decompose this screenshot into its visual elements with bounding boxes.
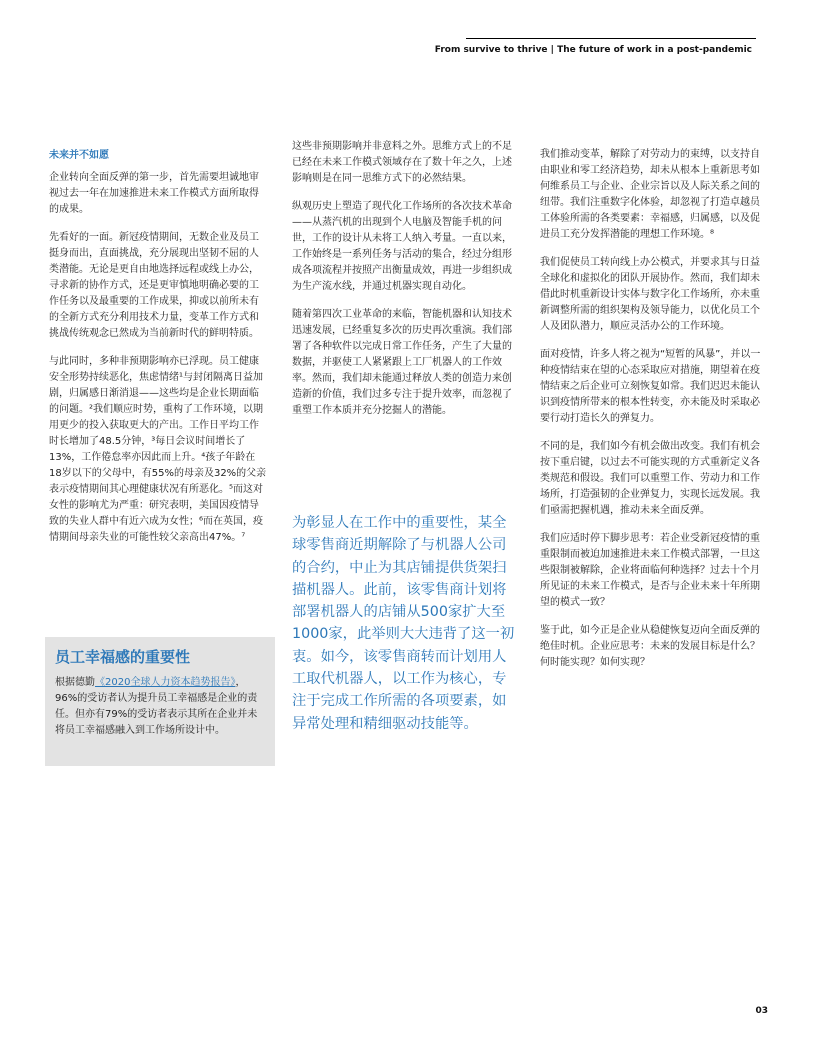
page-number: 03 xyxy=(755,1006,768,1016)
callout-text-before: 根据德勤 xyxy=(55,677,95,688)
paragraph: 与此同时，多种非预期影响亦已浮现。员工健康安全形势持续恶化，焦虑情绪¹与封闭隔离日益加剧，归属感日渐消退——这些均是企业长期面临的问题。²我们顺应时势，重构了工作环境，以期用更少的投入获取更大的产出。工作日平均工作时长增加了48.5分钟，³每日会议时间增长了13%，工作倦怠率亦因此而上升。⁴孩子年龄在18岁以下的父母中，有55%的母亲及32%的父亲表示疫情期间其心理健康状况有所恶化。⁵而这对女性的影响尤为严重：研究表明，美国因疫情导致的失业人群中有近六成为女性；⁶而在英国，疫情期间母亲失业的可能性较父亲高出47%。⁷ xyxy=(49,356,267,543)
paragraph: 鉴于此，如今正是企业从稳健恢复迈向全面反弹的绝佳时机。企业应思考：未来的发展目标是什么？何时能实现？如何实现？ xyxy=(540,625,760,668)
paragraph: 面对疫情，许多人将之视为“短暂的风暴”，并以一种疫情结束在望的心态采取应对措施，期望着在疫情结束之后企业可立刻恢复如常。我们迟迟未能认识到疫情所带来的根本性转变，亦未能及时采取必要行动打造长久的弹复力。 xyxy=(540,349,761,424)
header-rule xyxy=(466,38,756,39)
paragraph: 我们促使员工转向线上办公模式，并要求其与日益全球化和虚拟化的团队开展协作。然而，我们却未借此时机重新设计实体与数字化工作场所，亦未重新调整所需的组织架构及领导能力，以优化员工个人及团队潜力，顺应灵活办公的工作环境。 xyxy=(540,257,760,332)
paragraph: 随着第四次工业革命的来临，智能机器和认知技术迅速发展，已经重复多次的历史再次重演。我们部署了各种软件以完成日常工作任务，产生了大量的数据，并驱使工人紧紧跟上工厂机器人的工作效率。然而，我们却未能通过释放人类的创造力来创造新的价值，我们过多专注于提升效率，而忽视了重塑工作本质并充分挖掘人的潜能。 xyxy=(292,309,512,416)
callout-body xyxy=(55,675,265,739)
column-3 xyxy=(540,147,762,683)
section-title: 未来并不如愿 xyxy=(49,150,109,161)
pull-quote: 为彰显人在工作中的重要性，某全球零售商近期解除了与机器人公司的合约，中止为其店铺提供货架扫描机器人。此前，该零售商计划将部署机器人的店铺从500家扩大至1000家，此举则大大违背了这一初衷。如今，该零售商转而计划用人工取代机器人，以工作为核心，专注于完成工作所需的各项要素，如异常处理和精细驱动技能等。 xyxy=(292,515,515,732)
running-header: From survive to thrive | The future of work in a post-pandemic xyxy=(434,45,752,55)
paragraph: 先看好的一面。新冠疫情期间，无数企业及员工挺身而出，直面挑战，充分展现出坚韧不屈的人类潜能。无论是更自由地选择远程或线上办公，寻求新的协作方式，还是更审慎地明确必要的工作任务以及最重要的工作成果，抑或以前所未有的全新方式充分利用技术力量，变革工作方式和挑战传统观念已然成为当前新时代的鲜明特质。 xyxy=(49,232,259,339)
column-1 xyxy=(49,148,267,558)
paragraph: 不同的是，我们如今有机会做出改变。我们有机会按下重启键，以过去不可能实现的方式重新定义各类规范和假设。我们可以重塑工作、劳动力和工作场所，打造强韧的企业弹复力，实现长远发展。我们亟需把握机遇，推动未来全面反弹。 xyxy=(540,441,760,516)
paragraph: 我们应适时停下脚步思考：若企业受新冠疫情的重重限制而被迫加速推进未来工作模式部署，一旦这些限制被解除，企业将面临何种选择？过去十个月所见证的未来工作模式，是否与企业未来十年所期望的模式一致？ xyxy=(540,533,760,608)
paragraph: 纵观历史上塑造了现代化工作场所的各次技术革命——从蒸汽机的出现到个人电脑及智能手机的问世，工作的设计从未将工人纳入考量。一直以来，工作始终是一系列任务与活动的集合，经过分组形成各项流程并按照产出衡量成效，再进一步组织成为生产流水线，并通过机器实现自动化。 xyxy=(292,201,512,292)
column-2 xyxy=(292,139,514,431)
report-link[interactable]: 《2020全球人力资本趋势报告》 xyxy=(95,677,236,688)
paragraph: 我们推动变革，解除了对劳动力的束缚，以支持自由职业和零工经济趋势，却未从根本上重新思考如何维系员工与企业、企业宗旨以及人际关系之间的纽带。我们注重数字化体验，却忽视了打造卓越员工体验所需的各类要素：幸福感，归属感，以及促进员工充分发挥潜能的理想工作环境。⁸ xyxy=(540,149,760,240)
callout-title: 员工幸福感的重要性 xyxy=(55,648,191,666)
callout-box xyxy=(45,637,275,766)
callout-text-after: ，96%的受访者认为提升员工幸福感是企业的责任。但亦有79%的受访者表示其所在企业并未将员工幸福感融入到工作场所设计中。 xyxy=(55,677,258,736)
paragraph: 这些非预期影响并非意料之外。思维方式上的不足已经在未来工作模式领域存在了数十年之久，上述影响则是在同一思维方式下的必然结果。 xyxy=(292,141,512,184)
paragraph: 企业转向全面反弹的第一步，首先需要坦诚地审视过去一年在加速推进未来工作模式方面所取得的成果。 xyxy=(49,172,259,215)
